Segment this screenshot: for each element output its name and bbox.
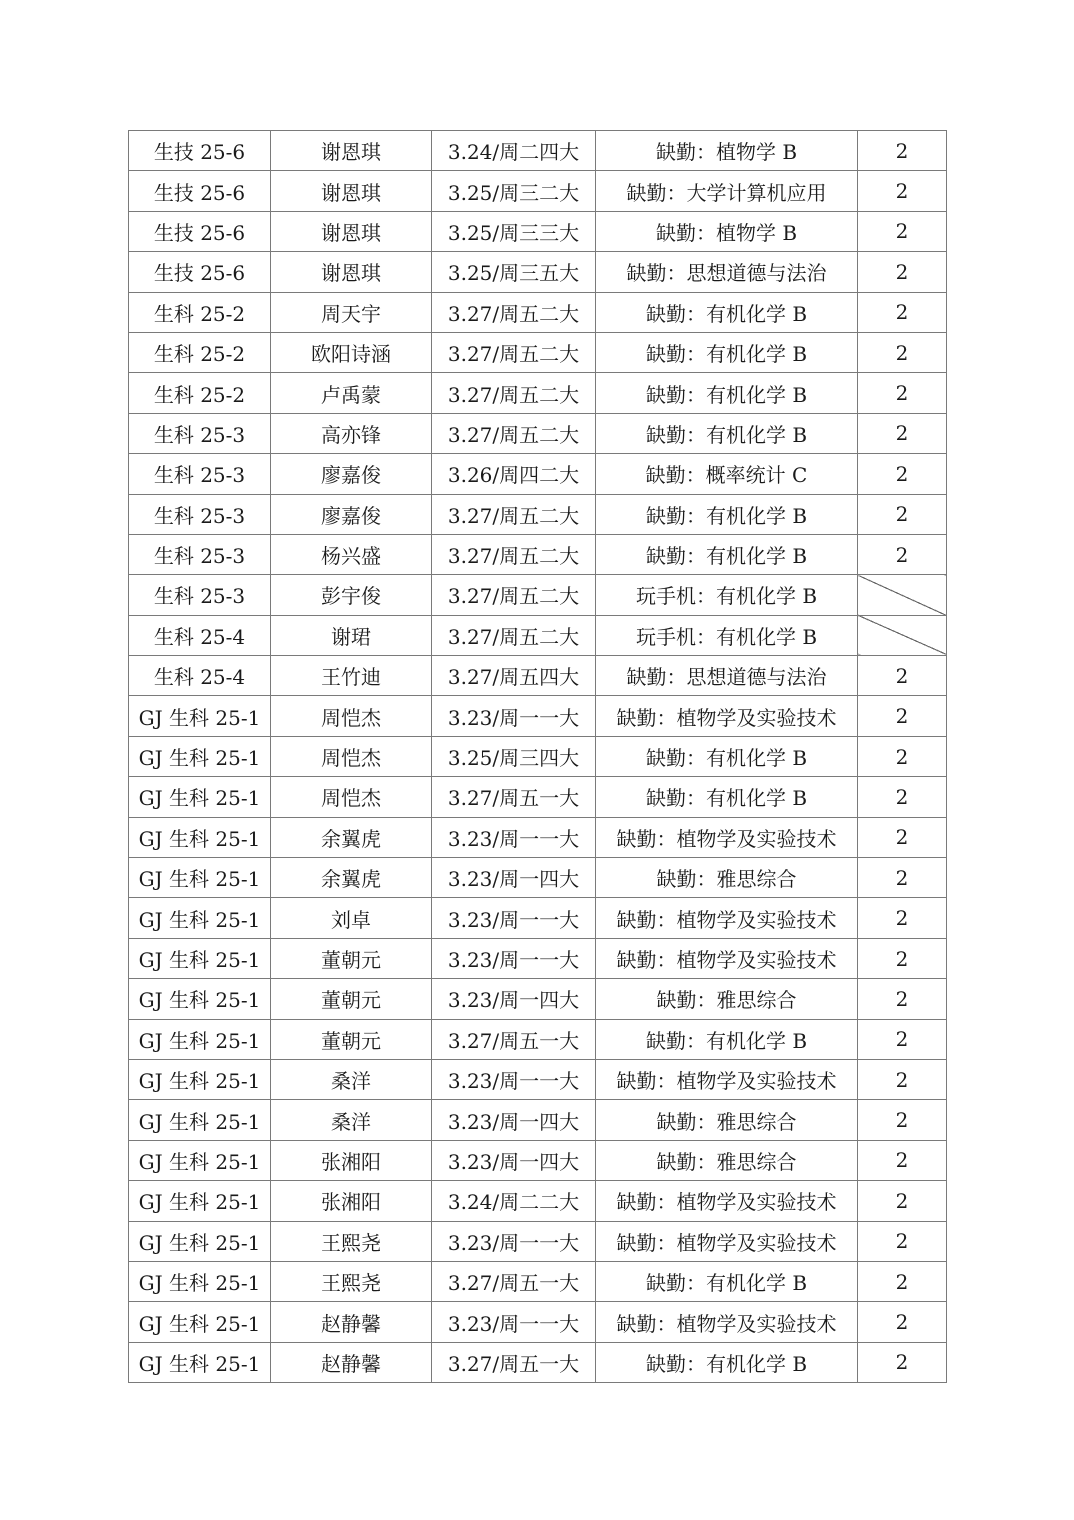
- reason-cell: 缺勤：植物学及实验技术: [596, 696, 858, 736]
- reason-cell: 缺勤：植物学及实验技术: [596, 938, 858, 978]
- table-row: [129, 292, 947, 332]
- reason-cell: 缺勤：有机化学 B: [596, 1261, 858, 1301]
- reason-cell: 缺勤：有机化学 B: [596, 413, 858, 453]
- name-cell: 欧阳诗涵: [271, 332, 432, 372]
- class-cell: GJ 生科 25-1: [129, 1261, 271, 1301]
- table-row: [129, 1302, 947, 1342]
- class-cell: GJ 生科 25-1: [129, 1059, 271, 1099]
- score-cell: 2: [858, 736, 947, 776]
- time-cell: 3.27/周五二大: [432, 373, 596, 413]
- name-cell: 张湘阳: [271, 1140, 432, 1180]
- name-cell: 赵静馨: [271, 1342, 432, 1382]
- score-cell: 2: [858, 413, 947, 453]
- class-cell: GJ 生科 25-1: [129, 1100, 271, 1140]
- table-row: [129, 858, 947, 898]
- name-cell: 高亦锋: [271, 413, 432, 453]
- table-row: [129, 1221, 947, 1261]
- reason-cell: 缺勤：思想道德与法治: [596, 656, 858, 696]
- class-cell: GJ 生科 25-1: [129, 1302, 271, 1342]
- time-cell: 3.27/周五一大: [432, 1261, 596, 1301]
- class-cell: 生科 25-4: [129, 656, 271, 696]
- score-cell: 2: [858, 1059, 947, 1099]
- name-cell: 廖嘉俊: [271, 454, 432, 494]
- class-cell: 生科 25-3: [129, 575, 271, 615]
- name-cell: 廖嘉俊: [271, 494, 432, 534]
- class-cell: 生科 25-2: [129, 332, 271, 372]
- name-cell: 桑洋: [271, 1059, 432, 1099]
- score-cell: 2: [858, 211, 947, 251]
- name-cell: 周天宇: [271, 292, 432, 332]
- table-row: [129, 898, 947, 938]
- reason-cell: 缺勤：雅思综合: [596, 858, 858, 898]
- score-cell: 2: [858, 696, 947, 736]
- table-body: [129, 131, 947, 1383]
- time-cell: 3.23/周一一大: [432, 1302, 596, 1342]
- time-cell: 3.23/周一一大: [432, 938, 596, 978]
- class-cell: GJ 生科 25-1: [129, 979, 271, 1019]
- score-cell: 2: [858, 292, 947, 332]
- score-cell: 2: [858, 898, 947, 938]
- time-cell: 3.24/周二二大: [432, 1181, 596, 1221]
- table-row: [129, 938, 947, 978]
- reason-cell: 缺勤：有机化学 B: [596, 534, 858, 574]
- table-row: [129, 494, 947, 534]
- time-cell: 3.23/周一四大: [432, 1140, 596, 1180]
- time-cell: 3.27/周五一大: [432, 1342, 596, 1382]
- reason-cell: 缺勤：有机化学 B: [596, 292, 858, 332]
- class-cell: 生科 25-4: [129, 615, 271, 655]
- class-cell: GJ 生科 25-1: [129, 1140, 271, 1180]
- reason-cell: 玩手机：有机化学 B: [596, 615, 858, 655]
- time-cell: 3.25/周三四大: [432, 736, 596, 776]
- reason-cell: 缺勤：雅思综合: [596, 979, 858, 1019]
- table-row: [129, 575, 947, 615]
- table-row: [129, 1019, 947, 1059]
- name-cell: 杨兴盛: [271, 534, 432, 574]
- class-cell: 生科 25-3: [129, 413, 271, 453]
- table-row: [129, 817, 947, 857]
- time-cell: 3.23/周一一大: [432, 1059, 596, 1099]
- name-cell: 卢禹蒙: [271, 373, 432, 413]
- time-cell: 3.25/周三五大: [432, 252, 596, 292]
- name-cell: 张湘阳: [271, 1181, 432, 1221]
- time-cell: 3.27/周五二大: [432, 534, 596, 574]
- time-cell: 3.27/周五二大: [432, 575, 596, 615]
- reason-cell: 缺勤：植物学及实验技术: [596, 898, 858, 938]
- score-cell: 2: [858, 131, 947, 171]
- class-cell: 生科 25-3: [129, 494, 271, 534]
- table-row: [129, 696, 947, 736]
- table-row: [129, 454, 947, 494]
- name-cell: 谢恩琪: [271, 131, 432, 171]
- reason-cell: 缺勤：有机化学 B: [596, 1019, 858, 1059]
- class-cell: GJ 生科 25-1: [129, 736, 271, 776]
- name-cell: 彭宇俊: [271, 575, 432, 615]
- table-row: [129, 413, 947, 453]
- reason-cell: 缺勤：思想道德与法治: [596, 252, 858, 292]
- reason-cell: 缺勤：雅思综合: [596, 1100, 858, 1140]
- name-cell: 周恺杰: [271, 736, 432, 776]
- class-cell: 生科 25-2: [129, 292, 271, 332]
- class-cell: GJ 生科 25-1: [129, 1221, 271, 1261]
- class-cell: 生科 25-3: [129, 534, 271, 574]
- reason-cell: 缺勤：雅思综合: [596, 1140, 858, 1180]
- class-cell: GJ 生科 25-1: [129, 1019, 271, 1059]
- score-cell: 2: [858, 1302, 947, 1342]
- time-cell: 3.23/周一一大: [432, 817, 596, 857]
- time-cell: 3.27/周五二大: [432, 413, 596, 453]
- score-cell: 2: [858, 979, 947, 1019]
- class-cell: 生技 25-6: [129, 131, 271, 171]
- time-cell: 3.27/周五二大: [432, 292, 596, 332]
- reason-cell: 缺勤：有机化学 B: [596, 736, 858, 776]
- time-cell: 3.23/周一四大: [432, 858, 596, 898]
- reason-cell: 缺勤：植物学 B: [596, 131, 858, 171]
- score-cell: 2: [858, 373, 947, 413]
- class-cell: 生技 25-6: [129, 211, 271, 251]
- table-row: [129, 656, 947, 696]
- class-cell: GJ 生科 25-1: [129, 898, 271, 938]
- time-cell: 3.23/周一一大: [432, 898, 596, 938]
- class-cell: GJ 生科 25-1: [129, 858, 271, 898]
- table-row: [129, 171, 947, 211]
- class-cell: 生技 25-6: [129, 171, 271, 211]
- table-row: [129, 252, 947, 292]
- class-cell: GJ 生科 25-1: [129, 1342, 271, 1382]
- reason-cell: 缺勤：植物学及实验技术: [596, 1181, 858, 1221]
- class-cell: 生科 25-3: [129, 454, 271, 494]
- time-cell: 3.23/周一一大: [432, 1221, 596, 1261]
- score-cell: 2: [858, 777, 947, 817]
- reason-cell: 缺勤：有机化学 B: [596, 373, 858, 413]
- table-row: [129, 211, 947, 251]
- class-cell: GJ 生科 25-1: [129, 1181, 271, 1221]
- name-cell: 桑洋: [271, 1100, 432, 1140]
- name-cell: 余翼虎: [271, 817, 432, 857]
- table-row: [129, 615, 947, 655]
- score-cell: 2: [858, 1261, 947, 1301]
- table-row: [129, 1342, 947, 1382]
- score-cell: 2: [858, 1140, 947, 1180]
- class-cell: GJ 生科 25-1: [129, 777, 271, 817]
- name-cell: 谢珺: [271, 615, 432, 655]
- class-cell: 生技 25-6: [129, 252, 271, 292]
- score-cell: 2: [858, 817, 947, 857]
- table-row: [129, 1100, 947, 1140]
- score-cell: 2: [858, 938, 947, 978]
- time-cell: 3.23/周一四大: [432, 1100, 596, 1140]
- reason-cell: 缺勤：概率统计 C: [596, 454, 858, 494]
- table-row: [129, 1261, 947, 1301]
- table-row: [129, 534, 947, 574]
- name-cell: 周恺杰: [271, 696, 432, 736]
- time-cell: 3.27/周五一大: [432, 1019, 596, 1059]
- score-cell: 2: [858, 1100, 947, 1140]
- name-cell: 董朝元: [271, 1019, 432, 1059]
- name-cell: 王竹迪: [271, 656, 432, 696]
- score-cell: 2: [858, 252, 947, 292]
- time-cell: 3.27/周五二大: [432, 494, 596, 534]
- table-row: [129, 373, 947, 413]
- table-row: [129, 332, 947, 372]
- table-row: [129, 1181, 947, 1221]
- name-cell: 谢恩琪: [271, 211, 432, 251]
- name-cell: 董朝元: [271, 979, 432, 1019]
- name-cell: 王熙尧: [271, 1221, 432, 1261]
- table-row: [129, 131, 947, 171]
- table-row: [129, 1059, 947, 1099]
- reason-cell: 缺勤：植物学及实验技术: [596, 817, 858, 857]
- reason-cell: 缺勤：大学计算机应用: [596, 171, 858, 211]
- reason-cell: 缺勤：有机化学 B: [596, 332, 858, 372]
- score-cell: 2: [858, 858, 947, 898]
- name-cell: 周恺杰: [271, 777, 432, 817]
- time-cell: 3.27/周五一大: [432, 777, 596, 817]
- name-cell: 余翼虎: [271, 858, 432, 898]
- reason-cell: 缺勤：有机化学 B: [596, 494, 858, 534]
- reason-cell: 缺勤：植物学 B: [596, 211, 858, 251]
- reason-cell: 缺勤：植物学及实验技术: [596, 1059, 858, 1099]
- time-cell: 3.26/周四二大: [432, 454, 596, 494]
- name-cell: 董朝元: [271, 938, 432, 978]
- reason-cell: 缺勤：植物学及实验技术: [596, 1221, 858, 1261]
- table-row: [129, 979, 947, 1019]
- time-cell: 3.27/周五四大: [432, 656, 596, 696]
- class-cell: 生科 25-2: [129, 373, 271, 413]
- score-cell: 2: [858, 332, 947, 372]
- class-cell: GJ 生科 25-1: [129, 817, 271, 857]
- score-cell: 2: [858, 171, 947, 211]
- name-cell: 赵静馨: [271, 1302, 432, 1342]
- time-cell: 3.23/周一四大: [432, 979, 596, 1019]
- score-cell: 2: [858, 1342, 947, 1382]
- time-cell: 3.25/周三二大: [432, 171, 596, 211]
- class-cell: GJ 生科 25-1: [129, 938, 271, 978]
- score-cell: 2: [858, 1221, 947, 1261]
- name-cell: 王熙尧: [271, 1261, 432, 1301]
- score-cell: 2: [858, 534, 947, 574]
- time-cell: 3.27/周五二大: [432, 332, 596, 372]
- table-row: [129, 1140, 947, 1180]
- score-cell: 2: [858, 494, 947, 534]
- time-cell: 3.27/周五二大: [432, 615, 596, 655]
- score-cell-slashed: [858, 615, 947, 655]
- score-cell: 2: [858, 656, 947, 696]
- time-cell: 3.24/周二四大: [432, 131, 596, 171]
- name-cell: 谢恩琪: [271, 252, 432, 292]
- class-cell: GJ 生科 25-1: [129, 696, 271, 736]
- table-row: [129, 736, 947, 776]
- score-cell-slashed: [858, 575, 947, 615]
- score-cell: 2: [858, 454, 947, 494]
- name-cell: 谢恩琪: [271, 171, 432, 211]
- time-cell: 3.25/周三三大: [432, 211, 596, 251]
- time-cell: 3.23/周一一大: [432, 696, 596, 736]
- attendance-table: [128, 130, 947, 1383]
- name-cell: 刘卓: [271, 898, 432, 938]
- reason-cell: 玩手机：有机化学 B: [596, 575, 858, 615]
- reason-cell: 缺勤：植物学及实验技术: [596, 1302, 858, 1342]
- score-cell: 2: [858, 1181, 947, 1221]
- reason-cell: 缺勤：有机化学 B: [596, 1342, 858, 1382]
- reason-cell: 缺勤：有机化学 B: [596, 777, 858, 817]
- table-row: [129, 777, 947, 817]
- score-cell: 2: [858, 1019, 947, 1059]
